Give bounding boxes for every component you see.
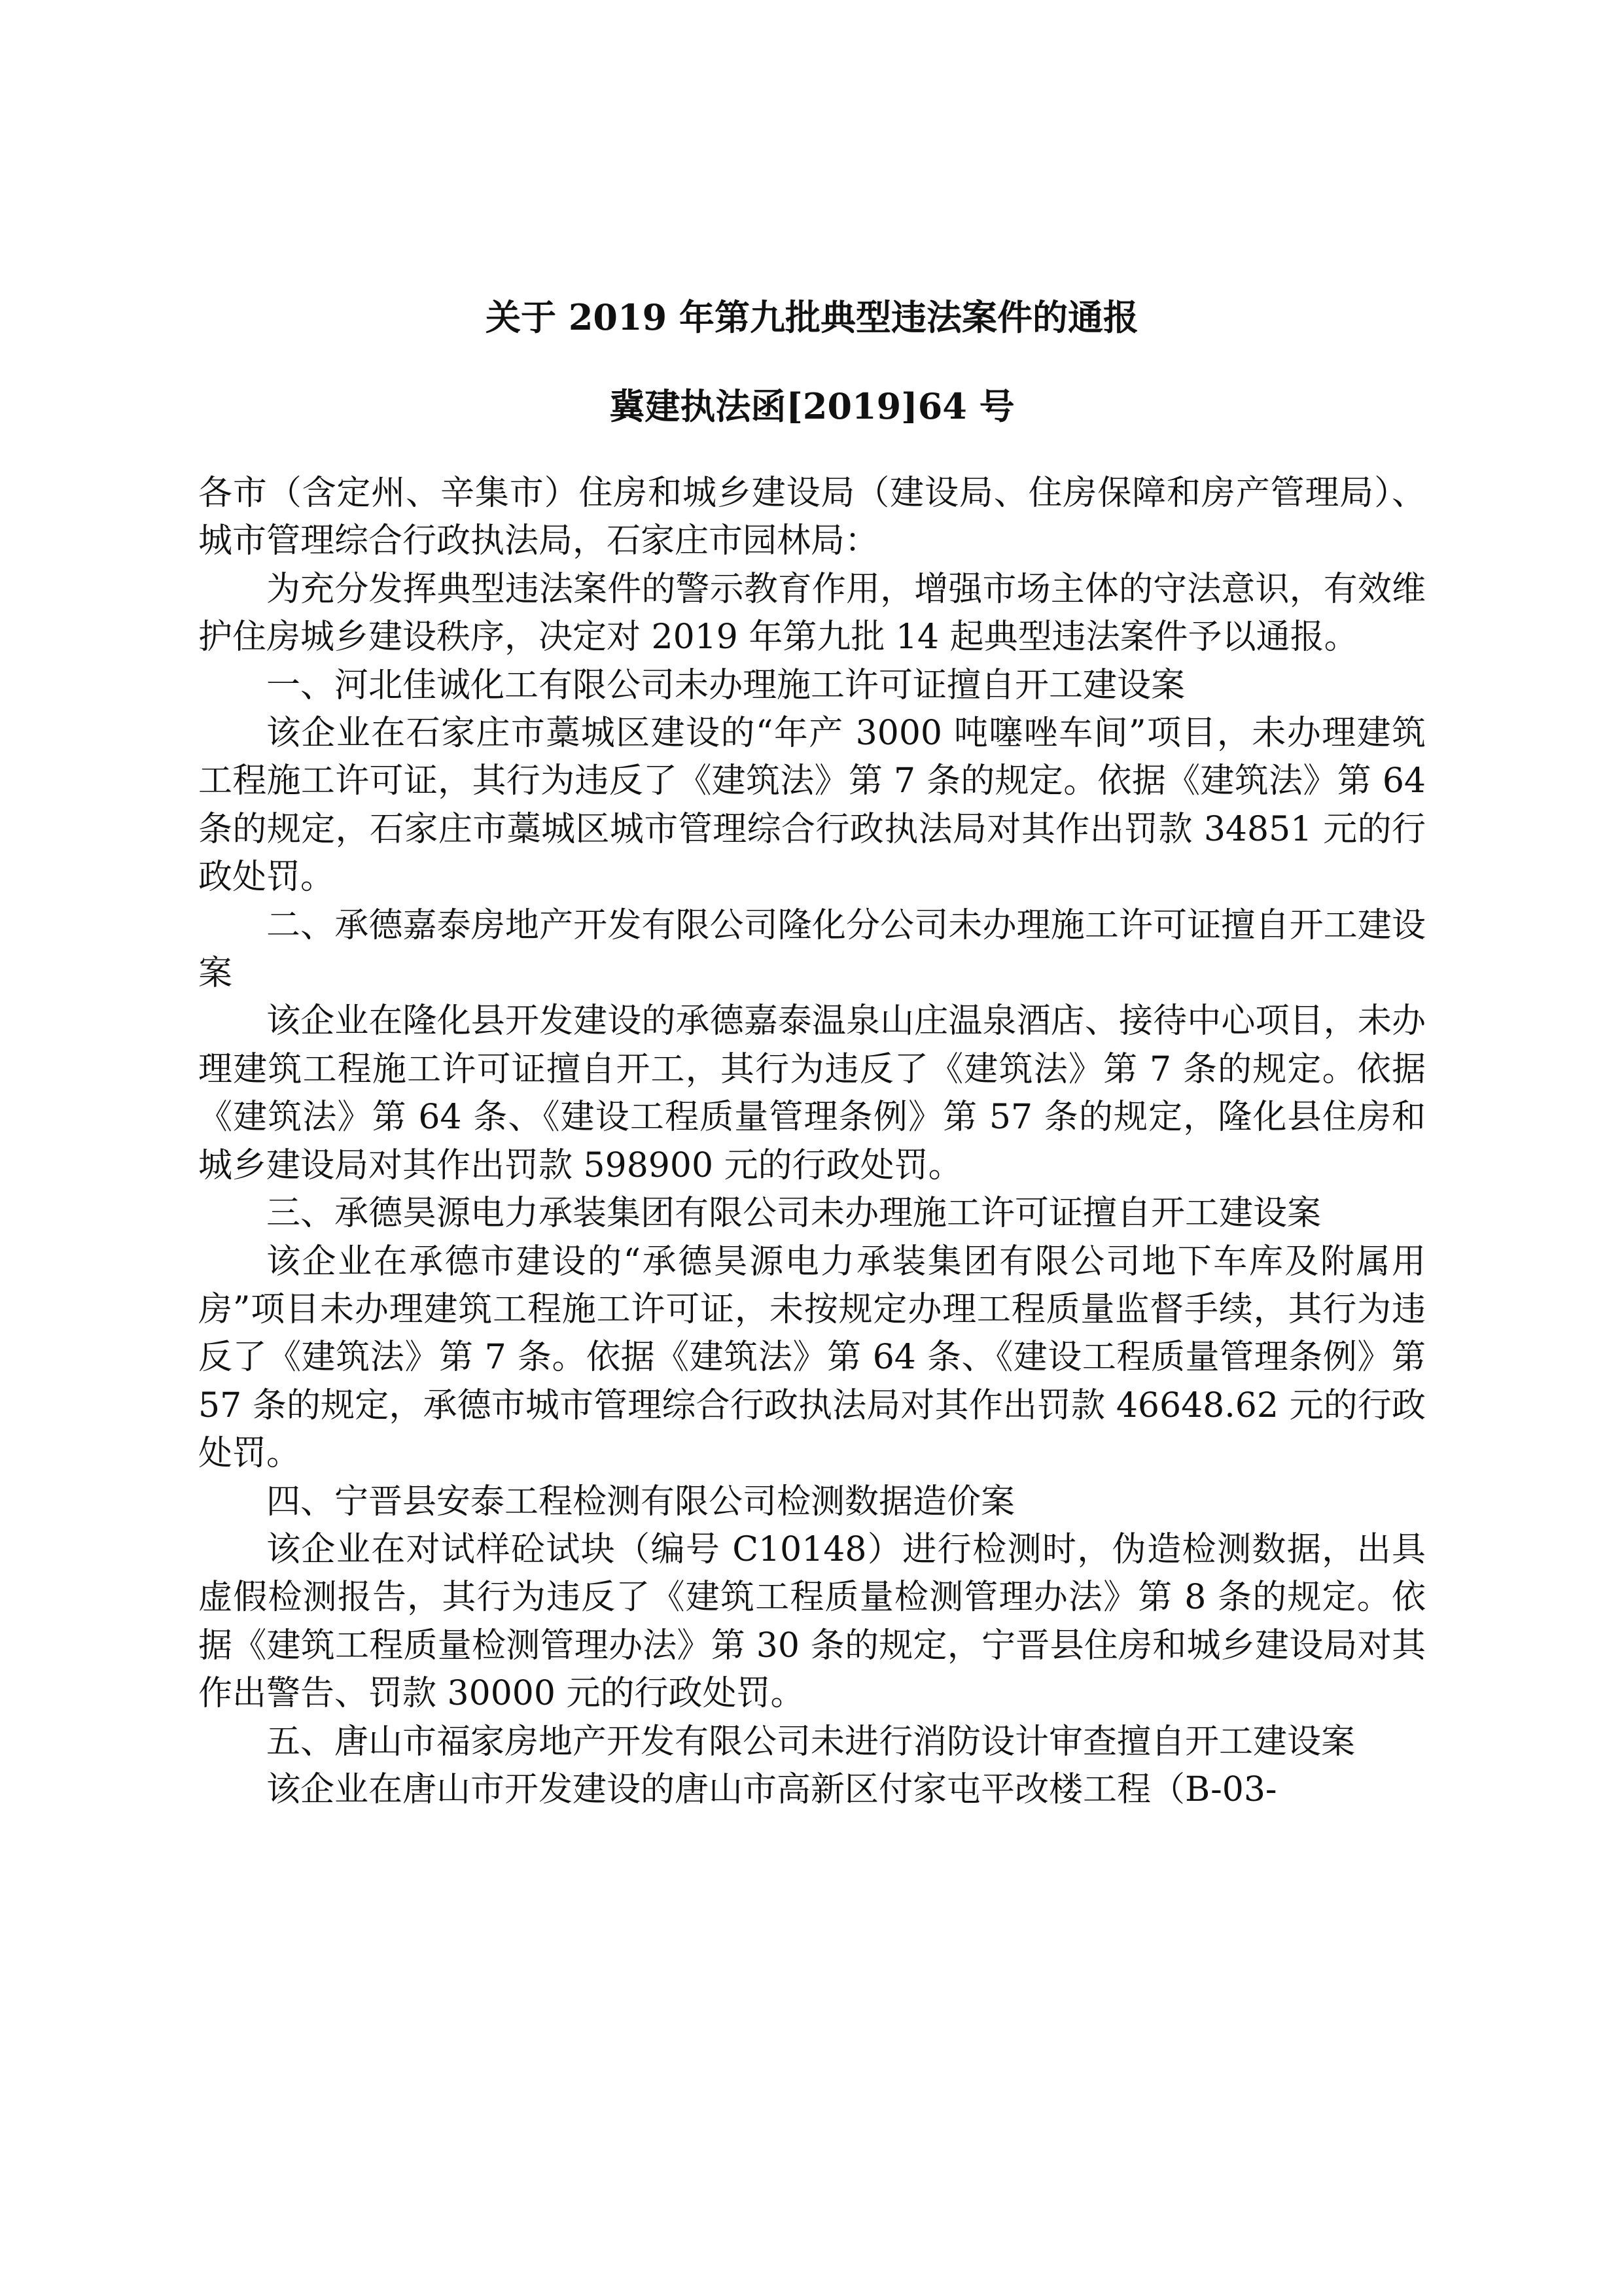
- case-1-heading: 一、河北佳诚化工有限公司未办理施工许可证擅自开工建设案: [266, 665, 1186, 705]
- case-3-heading: 三、承德昊源电力承装集团有限公司未办理施工许可证擅自开工建设案: [266, 1194, 1322, 1234]
- document-number: 冀建执法函[2019]64 号: [609, 385, 1015, 427]
- document-title: 关于 2019 年第九批典型违法案件的通报: [485, 296, 1139, 338]
- case-2-heading: 二、承德嘉泰房地产开发有限公司隆化分公司未办理施工许可证擅自开工建设案: [198, 905, 1426, 994]
- case-2-body: 该企业在隆化县开发建设的承德嘉泰温泉山庄温泉酒店、接待中心项目，未办理建筑工程施工许可证擅自开工，其行为违反了《建筑法》第 7 条的规定。依据《建筑法》第 64 条、《建设工程质量管理条例》第 57 条的规定，隆化县住房和城乡建设局对其作出罚款 598900 元的行政处罚。: [198, 1001, 1426, 1185]
- case-4-heading: 四、宁晋县安泰工程检测有限公司检测数据造价案: [266, 1482, 1015, 1522]
- document-body: [198, 470, 1426, 1814]
- case-5-heading: 五、唐山市福家房地产开发有限公司未进行消防设计审查擅自开工建设案: [266, 1722, 1356, 1762]
- case-4-body: 该企业在对试样砼试块（编号 C10148）进行检测时，伪造检测数据，出具虚假检测报告，其行为违反了《建筑工程质量检测管理办法》第 8 条的规定。依据《建筑工程质量检测管理办法》第 30 条的规定，宁晋县住房和城乡建设局对其作出警告、罚款 30000 元的行政处罚。: [198, 1529, 1426, 1714]
- case-1-body: 该企业在石家庄市藁城区建设的“年产 3000 吨噻唑车间”项目，未办理建筑工程施工许可证，其行为违反了《建筑法》第 7 条的规定。依据《建筑法》第 64 条的规定，石家庄市藁城区城市管理综合行政执法局对其作出罚款 34851 元的行政处罚。: [198, 714, 1426, 897]
- case-5-body: 该企业在唐山市开发建设的唐山市高新区付家屯平改楼工程（B-03-: [266, 1769, 1277, 1809]
- case-3-body: 该企业在承德市建设的“承德昊源电力承装集团有限公司地下车库及附属用房”项目未办理建筑工程施工许可证，未按规定办理工程质量监督手续，其行为违反了《建筑法》第 7 条。依据《建筑法》第 64 条、《建设工程质量管理条例》第 57 条的规定，承德市城市管理综合行政执法局对其作出罚款 46648.62 元的行政处罚。: [198, 1242, 1426, 1474]
- salutation-paragraph: 各市（含定州、辛集市）住房和城乡建设局（建设局、住房保障和房产管理局）、城市管理综合行政执法局，石家庄市园林局：: [198, 474, 1426, 561]
- intro-paragraph: 为充分发挥典型违法案件的警示教育作用，增强市场主体的守法意识，有效维护住房城乡建设秩序，决定对 2019 年第九批 14 起典型违法案件予以通报。: [198, 569, 1426, 657]
